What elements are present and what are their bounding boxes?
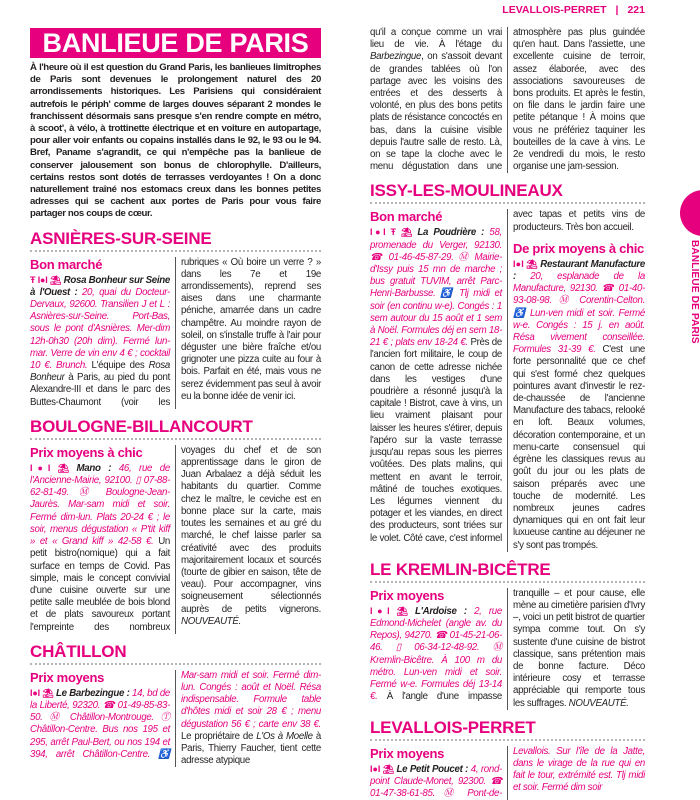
listing-text: une atmosphère pas plus guindée qu'en haut. Dans l'assiette, une excellente cuisine de terroir, assez élaborée, avec des associations savoureuses de bons produits. Et après le festin, on file dans le jardin faire une petite pétanque ! À moins que vous ne préfériez taquiner les bouteilles de la cave à vins. Le 2e vendredi du mois, le resto organise une jam-session. xyxy=(486,27,645,173)
terrace-icon: ⛱ xyxy=(50,274,62,285)
section-body-boulogne xyxy=(30,445,321,634)
section-divider xyxy=(370,202,645,204)
header-section: LEVALLOIS-PERRET xyxy=(502,4,607,16)
chatillon-continued xyxy=(370,27,645,173)
terrace-icon: ⛱ xyxy=(526,258,538,269)
terrace-icon: ⛱ xyxy=(382,763,394,774)
terrace-icon: ⛱ xyxy=(401,227,413,238)
new-tag: NOUVEAUTÉ. xyxy=(181,615,241,627)
listing-info: ☎ 01-47-38-61-85. Ⓜ Pont-de-Levallois. Sur l'île de la Jatte, dans le virage de la rue qui en fait le tour, extrémité est. Tlj midi et soir. Fermé dim soir xyxy=(370,745,645,800)
category-heading: Bon marché xyxy=(30,256,103,272)
listing-continued: portant l'empreinte des nombreux voyages du chef et de son apprentissage dans le giron de Juan Arbalaez a déjà séduit les habitants du quartier. Comme chez le maître, le ceviche est en bonne place sur la carte, mais toutes les semaines et au gré du marché, le chef laisse parler sa créativité avec des produits majoritairement locaux et sourcés (tourte de gibier en saison, tête de veau). Pour accompagner, vins soigneusement sélectionnés auprès de petits vignerons. xyxy=(30,444,321,633)
bar-icon: Ŧ xyxy=(30,274,36,285)
listing-name: Le Petit Poucet : xyxy=(396,763,469,775)
listing-info: 20, quai du Docteur-Dervaux, 92600. Transilien J et L : Asnières-sur-Seine. Port-Bas, sous le pont d'Asnières. Mer-dim 12h-0h30 (20h dim). Fermé lun-mar. Verre de vin env 4 € ; cocktail 10 €. Brunch. xyxy=(30,286,170,372)
header-separator: | xyxy=(615,4,619,16)
terrace-icon: ⛱ xyxy=(42,687,54,698)
listing-name: Rosa Bonheur sur Seine à l'Ouest : xyxy=(30,274,170,298)
terrace-icon: ⛱ xyxy=(396,605,408,616)
section-heading-issy: ISSY-LES-MOULINEAUX xyxy=(370,181,563,201)
running-header xyxy=(502,4,645,16)
listing-lardoise xyxy=(370,588,645,710)
side-tab-label: BANLIEUE DE PARIS xyxy=(689,240,700,344)
listing-info: 4, rond-point Claude-Monet, 92300. xyxy=(370,763,502,787)
section-divider xyxy=(370,739,645,741)
category-heading: Prix moyens à chic xyxy=(30,444,143,460)
restaurant-icon: I●I xyxy=(370,227,386,238)
section-heading-levallois: LEVALLOIS-PERRET xyxy=(370,717,536,737)
listing-text: à Paris, au pied du pont Alexandre-III et dans le parc des xyxy=(30,372,170,396)
section-heading-asnieres: ASNIÈRES-SUR-SEINE xyxy=(30,228,212,248)
listing-info: 58, promenade du Verger, 92130. ☎ 01-46-45-87-29. Ⓜ Mairie-d'Issy puis 15 mn de marche ; bus gratuit TUVIM, arrêt Parc-Henri-Barbusse. ♿ Tlj midi et soir (en continu w-e). Congés : 1 sem autour du 15 août et 1 sem à Noël. Formules déj en sem 18-21 € ; plats env 18-24 €. xyxy=(370,227,502,349)
listing-continued: Buttes-Chaumont (voir les rubriques « Où boire un verre ? » dans les 7e et 19e arrondissements), reprend ses aises dans une charmante péniche, amarrée dans un cadre champêtre. Au moindre rayon de soleil, on s'installe truffe à l'air pour déguster une bière fraîche et/ou grignoter une pizza cuite au four à bois. Parfait en été, mais vous ne serez évidemment pas seul à avoir eu la bonne idée de venir ici. xyxy=(30,256,321,408)
section-divider xyxy=(370,581,645,583)
listing-text: C'est une forte personnalité que ce chef qui s'est formé chez quelques pointures avant d'investir le rez-de-chaussée de l'ancienne Manufacture des tabacs, relooké en loft. Beaux volumes, décoration contemporaine, et un menu-carte consensuel qui égrène les classiques revus au goût du jour ou les plats de saison préparés avec une touche de modernité. Les nombreux jeunes cadres dynamiques qui en ont fait leur luxueuse cantine au déjeuner ne s'y sont pas trompés. xyxy=(513,344,645,551)
listing-rosa-bonheur xyxy=(30,257,321,409)
listing-text-italic: L'Os à Moelle xyxy=(256,730,313,742)
section-heading-chatillon: CHÂTILLON xyxy=(30,641,127,661)
category-heading: Prix moyens xyxy=(370,587,445,603)
listing-name: L'Ardoise : xyxy=(415,605,467,617)
bar-icon: Ŧ xyxy=(390,227,396,238)
section-body-chatillon xyxy=(30,670,321,768)
listing-name: Le Barbezingue : xyxy=(56,687,130,699)
section-body-issy xyxy=(370,209,645,551)
listing-name: La Poudrière : xyxy=(417,227,485,239)
new-tag: NOUVEAUTÉ. xyxy=(568,697,629,709)
page-number: 221 xyxy=(627,4,645,16)
category-heading: Prix moyens xyxy=(30,669,105,685)
section-heading-kremlin-bicetre: LE KREMLIN-BICÊTRE xyxy=(370,559,551,579)
restaurant-icon: I●I xyxy=(370,605,390,616)
category-heading: Prix moyens xyxy=(370,745,445,761)
listing-name: Mano : xyxy=(76,462,112,474)
listing-info: 20, esplanade de la Manufacture, 92130. ☎ 01-40-93-08-98. Ⓜ Corentin-Celton. ♿ Lun-ven midi et soir. Fermé w-e. Congés : 15 j. en août. Résa vivement conseillée. Formules 31-39 €. xyxy=(513,271,645,356)
restaurant-icon: I●I xyxy=(30,462,51,473)
listing-info: 46, rue de l'Ancienne-Mairie, 92100. ▯ 07-88-62-81-49. Ⓜ Boulogne-Jean-Jaurès. Mar-sam midi et soir. Fermé dim-lun. Plats 20-24 € ; le soir, menus dégustation « P'tit kiff » et « Grand kiff » 42-58 €. xyxy=(30,462,170,548)
category-heading: De prix moyens à chic xyxy=(513,240,644,256)
section-heading-boulogne: BOULOGNE-BILLANCOURT xyxy=(30,416,253,436)
terrace-icon: ⛱ xyxy=(57,462,69,473)
listing-text: Près de l'ancien fort militaire, le coup de canon de cette adresse nichée dans les vestiges d'une poudrière a résonné jusqu'à la capitale ! Bistrot, cave à vins, un lieu vraiment plaisant pour laisser les heures s'étirer, depuis l'apéro sur la vaste terrasse jusqu'au repas sous les pierres voûtées. Des plats malins, qui mettent en avant le terroir, mâtiné de touches exotiques. Les légumes viennent du potager et les viandes, en direct des producteurs, sont triées sur le volet. Côté cave, c'est informel avec tapas xyxy=(370,209,562,544)
section-body-asnieres xyxy=(30,257,321,409)
section-body-kremlin xyxy=(370,588,645,710)
listing-text: À l'angle d'une impasse xyxy=(386,691,502,703)
restaurant-icon: I●I xyxy=(37,274,48,285)
listing-text: L'équipe des xyxy=(91,360,145,372)
listing-text: à Paris, Thierry Faucher, tient cette adresse atypique xyxy=(181,730,321,767)
listing-text-italic: Rosa Bonheur xyxy=(30,360,170,384)
restaurant-icon: I●I xyxy=(370,763,381,774)
intro-paragraph: À l'heure où il est question du Grand Paris, les banlieues limitrophes de Paris sont devenues le prolongement naturel des 20 arrondissements historiques. Les Parisiens qui considéraient autrefois le périph' comme de larges douves séparant 2 mondes le franchissent désormais sans presque s'en rendre compte en métro, à scoot', à vélo, à trottinette électrique et en voiture en autopartage, pour aller voir enfants ou copains installés dans le 92, le 93 ou le 94. Bref, Paname s'agrandit, ce qui n'empêche pas la banlieue de conserver jalousement son bonus de chlorophylle. D'ailleurs, certains restos sont dotés de terrasses verdoyantes ! On a donc naturellement traîné nos estomacs creux dans les bonnes petites adresses qui se cachent aux portes de Paris pour vous faire partager nos coups de cœur. xyxy=(30,62,321,220)
listing-text-italic: Barbezingue xyxy=(370,51,422,63)
listing-text: Un petit bistro(nomique) qui a fait surface en temps de Covid. Pas simple, mais le concept convivial d'une cuisine ouverte sur une petite salle meublée de bois blond et de plats savoureux xyxy=(30,536,170,621)
listing-continued: et petits vins de producteurs. Très bon accueil. xyxy=(513,209,645,233)
listing-mano xyxy=(30,445,321,634)
listing-restaurant-manufacture xyxy=(513,258,645,552)
chapter-title: BANLIEUE DE PARIS xyxy=(30,28,321,58)
listing-text: , on s'assoit devant de grandes tablées où l'on partage avec les voisins des entrées et des desserts à volonté, en plus des bons petits plats de résistance concoctés en bas, dans la cuisine visible depuis l'autre salle de resto. Là, on se tape la cloche avec le menu dégustation dans xyxy=(370,51,502,173)
listing-continued: tranquille – et pour cause, elle mène au cimetière parisien d'Ivry –, voici un petit bistrot de quartier sympa comme tout. On s'y sustente d'une cuisine de bistrot classique, sans prétention mais de bonne facture. Déco intérieure cosy et terrasse appréciable qui remporte tous les suffrages. xyxy=(513,587,645,709)
section-body-levallois xyxy=(370,746,645,800)
listing-text: Le propriétaire de xyxy=(181,730,254,742)
listing-text: qu'il a conçue comme un vrai lieu de vie. À l'étage du xyxy=(370,27,502,51)
listing-continued xyxy=(370,27,645,173)
restaurant-icon: I●I xyxy=(30,687,40,698)
listing-name: Restaurant Manufacture : xyxy=(513,258,645,283)
category-heading: Bon marché xyxy=(370,209,443,225)
restaurant-icon: I●I xyxy=(513,258,524,269)
thumb-tab-marker xyxy=(680,190,700,236)
left-page xyxy=(30,28,321,767)
listing-info: 2, rue Edmond-Michelet (angle av. du Repos), 94270. ☎ 01-45-21-06-46. ▯ 06-34-12-48-92. Ⓜ Kremlin-Bicêtre. À 100 m du métro. Lun-ven midi et soir. Fermé w-e. Formules déj 13-14 €. xyxy=(370,605,502,703)
section-divider xyxy=(30,438,321,440)
section-divider xyxy=(30,250,321,252)
right-page xyxy=(370,27,645,800)
listing-info: Châtillon-Centre. ♿ Mar-sam midi et soir. Fermé dim-lun. Congés : août et Noël. Résa indispensable. Formule table d'hôtes midi et soir 28 € ; menu dégustation 56 € ; carte env 38 €. xyxy=(82,669,321,760)
section-divider xyxy=(30,663,321,665)
listing-info: 14, bd de la Liberté, 92320. ☎ 01-49-85-83-50. Ⓜ Châtillon-Montrouge. Ⓣ Châtillon-Centre. Bus nos 195 et 295, arrêt Paul-Bert, ou nos 194 et 394, arrêt xyxy=(30,687,171,760)
